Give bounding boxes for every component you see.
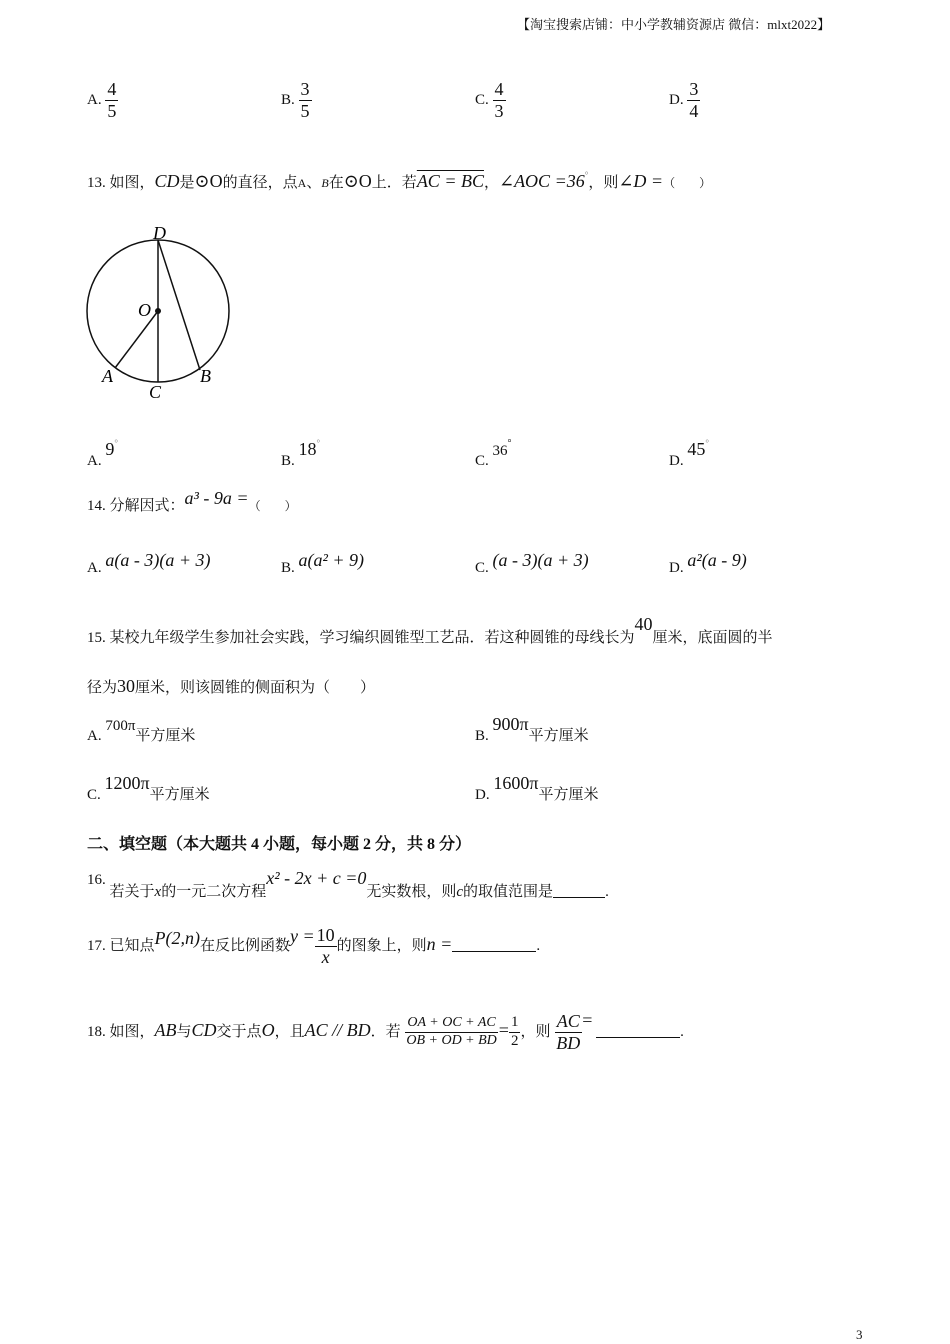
q13-option-b: B. 18° (281, 438, 321, 469)
q18-stem: 18. 如图，AB与CD交于点O，且AC // BD．若 $\frac{OA + OC + AC}{OB + OD + BD}$ = $\frac{1}{2}$ ，则 $\frac{AC}{BD}$ = . (87, 1009, 684, 1053)
label-b: B (200, 366, 211, 386)
q15-option-b: B. 900π平方厘米 (475, 714, 589, 744)
chord-db (158, 240, 200, 370)
label-c: C (149, 382, 162, 402)
q12-option-a: A. $\frac{4}{5}$ (87, 79, 117, 121)
q12-option-b: B. $\frac{3}{5}$ (281, 79, 310, 121)
label-o: O (138, 300, 151, 320)
center-point (155, 308, 161, 314)
header-banner: 【淘宝搜索店铺：中小学教辅资源店 微信：mlxt2022】 (517, 17, 831, 32)
q13-option-a: A. 9° (87, 438, 118, 469)
q13-option-d: D. 45° (669, 438, 709, 469)
q13-stem: 13. 如图，CD是⊙O的直径，点A、B在⊙O上．若AC = BC，∠AOC =36°，则∠D =（ ） (87, 170, 712, 191)
q14-option-d: D. a²(a - 9) (669, 550, 747, 576)
q14-option-c: C. (a - 3)(a + 3) (475, 550, 589, 576)
q17-answer-blank[interactable] (452, 937, 536, 952)
q18-answer-blank[interactable] (596, 1023, 680, 1038)
section-2-title: 二、填空题（本大题共 4 小题，每小题 2 分，共 8 分） (87, 836, 472, 853)
q17-stem: 17. 已知点P(2,n)在反比例函数y = $\frac{10}{x}$ 的图象上，则n = . (87, 925, 541, 967)
q13-option-c: C. 36° (475, 438, 512, 469)
q15-option-a: A. 700π平方厘米 (87, 718, 196, 744)
q15-option-c: C. 1200π平方厘米 (87, 773, 210, 803)
page-number: 3 (856, 1327, 863, 1342)
q14-option-b: B. a(a² + 9) (281, 550, 365, 576)
radius-oa (115, 311, 158, 368)
q14-stem: 14. 分解因式：a³ - 9a =（ ） (87, 488, 297, 514)
q14-option-a: A. a(a - 3)(a + 3) (87, 550, 211, 576)
q13-circle-figure (80, 220, 250, 410)
q15-stem-line1: 15. 某校九年级学生参加社会实践，学习编织圆锥型工艺品．若这种圆锥的母线长为40厘米，底面圆的半 (87, 614, 773, 646)
label-a: A (102, 366, 113, 386)
q15-option-d: D. 1600π平方厘米 (475, 773, 599, 803)
q16-stem: 16. 若关于x的一元二次方程x² - 2x + c =0无实数根，则c的取值范围是 . (87, 868, 609, 900)
q16-answer-blank[interactable] (553, 883, 605, 898)
q12-option-d: D. $\frac{3}{4}$ (669, 79, 699, 121)
q12-option-c: C. $\frac{4}{3}$ (475, 79, 504, 121)
q15-stem-line2: 径为30厘米，则该圆锥的侧面积为（ ） (87, 676, 376, 696)
label-d: D (153, 223, 166, 243)
